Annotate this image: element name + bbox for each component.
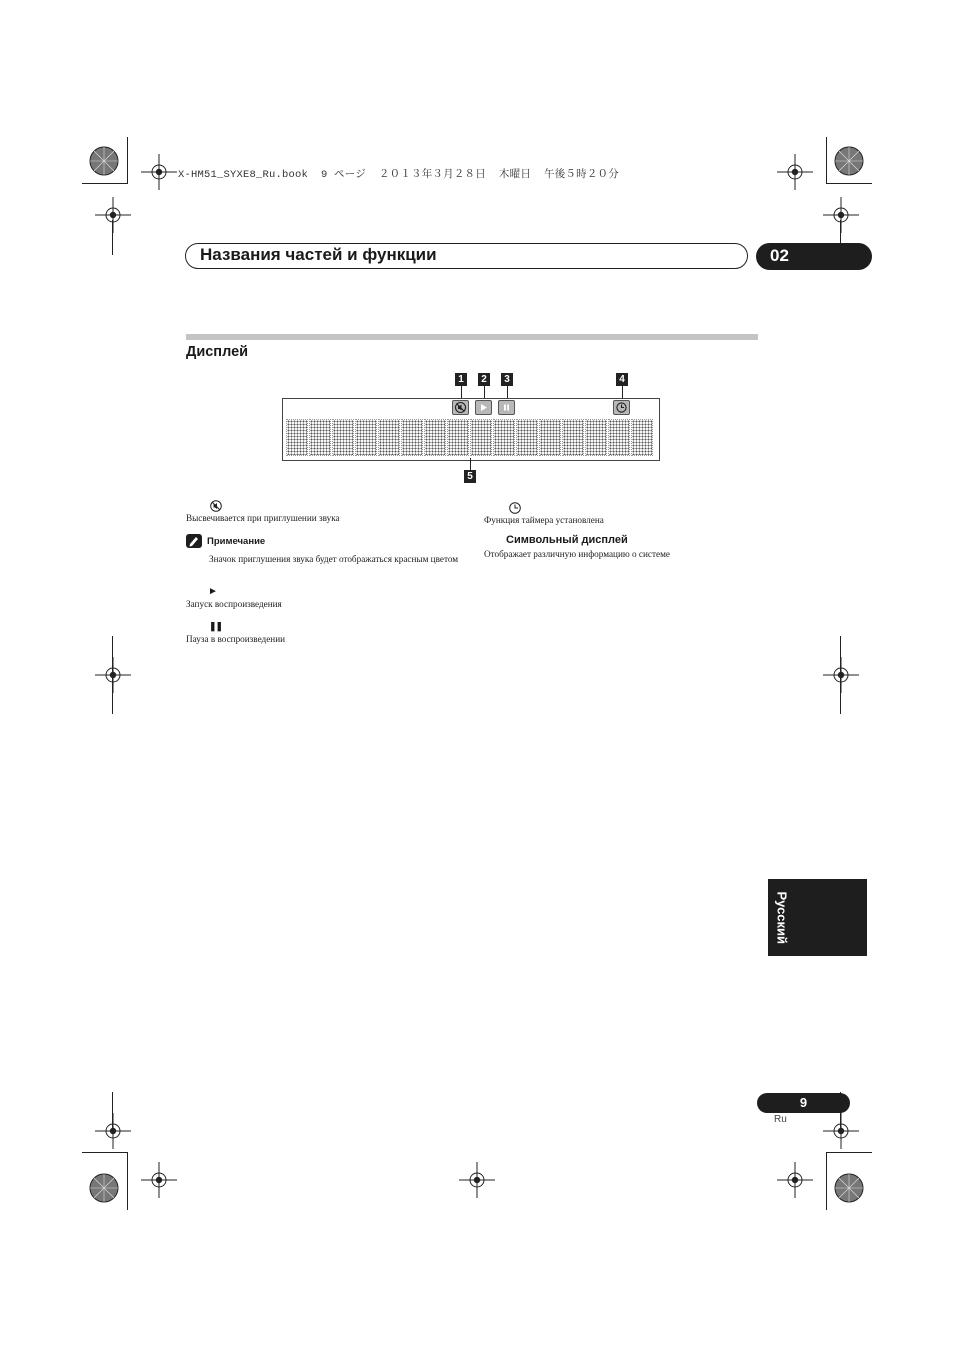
callout-1: 1 [455,373,467,386]
character-cell [540,420,560,455]
timer-icon [614,401,629,414]
character-cell [379,420,399,455]
play-icon: ► [208,586,218,597]
page-language: Ru [774,1114,787,1125]
pause-icon: ❚❚ [209,621,223,631]
language-label: Русский [774,891,790,945]
character-cell [356,420,376,455]
character-cell [586,420,606,455]
character-cell [287,420,307,455]
callout-3: 3 [501,373,513,386]
chapter-title: Названия частей и функции [200,245,437,264]
pause-icon [499,401,514,414]
crosshair-icon [823,1113,859,1149]
character-cell [563,420,583,455]
note-text: Значок приглушения звука будет отображаться красным цветом [209,554,459,564]
timer-indicator [613,400,630,415]
character-display-heading: Символьный дисплей [506,534,628,546]
crosshair-icon [141,154,177,190]
callout-4: 4 [616,373,628,386]
pause-description: Пауза в воспроизведении [186,634,286,644]
registration-burst-icon [89,146,119,176]
callout-5: 5 [464,470,476,483]
note-heading: Примечание [207,536,266,547]
section-rule [186,334,758,340]
pause-indicator [498,400,515,415]
play-description: Запуск воспроизведения [186,599,282,609]
mute-description: Высвечивается при приглушении звука [186,513,340,523]
registration-burst-icon [834,1173,864,1203]
character-cell [471,420,491,455]
crosshair-icon [95,1113,131,1149]
timer-description: Функция таймера установлена [484,515,604,525]
mute-icon [453,401,468,414]
callout-2: 2 [478,373,490,386]
mute-icon [209,499,223,513]
crosshair-icon [95,197,131,233]
crosshair-icon [459,1162,495,1198]
character-display-description: Отображает различную информацию о системе [484,549,670,559]
character-cell [310,420,330,455]
play-icon [476,401,491,414]
timer-icon [508,501,522,515]
character-cell [517,420,537,455]
character-cell [494,420,514,455]
page-number: 9 [757,1093,850,1113]
character-cell [448,420,468,455]
section-title: Дисплей [186,344,249,360]
crosshair-icon [777,154,813,190]
registration-burst-icon [89,1173,119,1203]
character-cell [425,420,445,455]
crosshair-icon [777,1162,813,1198]
registration-burst-icon [834,146,864,176]
chapter-number: 02 [756,243,872,270]
book-file-line: X-HM51_SYXE8_Ru.book 9 ページ ２０１３年３月２８日 木曜日 午後５時２０分 [178,169,619,181]
character-cell [333,420,353,455]
character-cell [609,420,629,455]
note-icon [186,534,202,548]
character-display [287,420,652,455]
crosshair-icon [141,1162,177,1198]
character-cell [402,420,422,455]
crosshair-icon [823,197,859,233]
mute-indicator [452,400,469,415]
play-indicator [475,400,492,415]
crosshair-icon [823,657,859,693]
crosshair-icon [95,657,131,693]
character-cell [632,420,652,455]
